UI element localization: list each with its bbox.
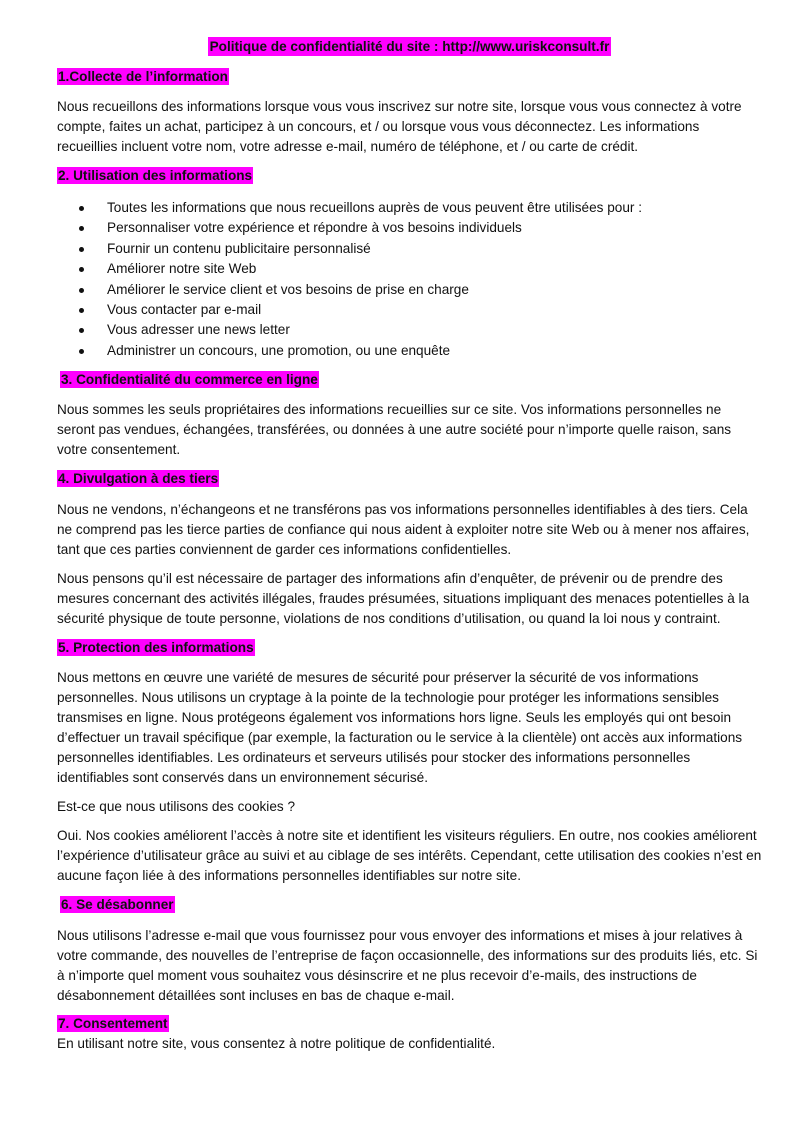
section-5-paragraph-1: Nous mettons en œuvre une variété de mesures de sécurité pour préserver la sécurité de vos informations personnelles. Nous utilisons un cryptage à la pointe de la technologie pour protéger les informations sensibles transmises en ligne. Nous protégeons également vos informations hors ligne. Seuls les employés qui ont besoin d’effectuer un travail spécifique (par exemple, la facturation ou le service à la clientèle) ont accès aux informations personnelles identifiables. Les ordinateurs et serveurs utilisés pour stocker des informations personnelles identifiables sont conservés dans un environnement sécurisé. [57, 670, 743, 785]
list-item: Toutes les informations que nous recueillons auprès de vous peuvent être utilisées pour : [57, 198, 762, 218]
section-5-heading: 5. Protection des informations [58, 640, 254, 655]
bullet-icon [79, 267, 84, 272]
bullet-icon [79, 328, 84, 333]
document-title [57, 39, 762, 54]
section-2-bullet-list [57, 198, 762, 361]
list-item: Vous contacter par e-mail [57, 300, 762, 320]
section-4-heading: 4. Divulgation à des tiers [58, 471, 219, 486]
section-7-paragraph: En utilisant notre site, vous consentez à notre politique de confidentialité. [57, 1036, 496, 1051]
bullet-icon [79, 206, 84, 211]
section-5-question: Est-ce que nous utilisons des cookies ? [57, 799, 296, 814]
list-item: Personnaliser votre expérience et répondre à vos besoins individuels [57, 218, 762, 238]
section-4-paragraph-2: Nous pensons qu’il est nécessaire de partager des informations afin d’enquêter, de prévenir ou de prendre des mesures concernant des activités illégales, fraudes présumées, situations impliquant des menaces potentielles à la sécurité physique de toute personne, violations de nos conditions d’utilisation, ou quand la loi nous y contraint. [57, 571, 750, 626]
section-3-heading: 3. Confidentialité du commerce en ligne [61, 372, 318, 387]
section-4-paragraph-1: Nous ne vendons, n’échangeons et ne transférons pas vos informations personnelles identifiables à des tiers. Cela ne comprend pas les tierce parties de confiance qui nous aident à exploiter notre site Web ou à mener nos affaires, tant que ces parties conviennent de garder ces informations confidentielles. [57, 502, 750, 557]
section-6-heading: 6. Se désabonner [61, 897, 174, 912]
document-title-text: Politique de confidentialité du site : http://www.uriskconsult.fr [209, 39, 610, 54]
bullet-icon [79, 349, 84, 354]
section-7-heading: 7. Consentement [58, 1016, 168, 1031]
list-item: Administrer un concours, une promotion, ou une enquête [57, 341, 762, 361]
section-1-paragraph: Nous recueillons des informations lorsque vous vous inscrivez sur notre site, lorsque vous vous connectez à votre compte, faites un achat, participez à un concours, et / ou lorsque vous vous déconnectez. Les informations recueillies incluent votre nom, votre adresse e-mail, numéro de téléphone, et / ou carte de crédit. [57, 99, 742, 154]
section-1-heading: 1.Collecte de l’information [58, 69, 228, 84]
list-item: Améliorer le service client et vos besoins de prise en charge [57, 280, 762, 300]
section-5-paragraph-3: Oui. Nos cookies améliorent l’accès à notre site et identifient les visiteurs réguliers. En outre, nos cookies améliorent l’expérience d’utilisateur grâce au suivi et au ciblage de ses intérêts. Cependant, cette utilisation des cookies n’est en aucune façon liée à des informations personnelles identifiables sur notre site. [57, 828, 762, 883]
section-6-paragraph: Nous utilisons l’adresse e-mail que vous fournissez pour vous envoyer des informations et mises à jour relatives à votre commande, des nouvelles de l’entreprise de façon occasionnelle, des informations sur des produits liés, etc. Si à n’importe quel moment vous souhaitez vous désinscrire et ne plus recevoir d’e-mails, des instructions de désabonnement détaillées sont incluses en bas de chaque e-mail. [57, 928, 758, 1003]
section-3-paragraph: Nous sommes les seuls propriétaires des informations recueillies sur ce site. Vos informations personnelles ne seront pas vendues, échangées, transférées, ou données à une autre société pour n’importe quelle raison, sans votre consentement. [57, 402, 732, 457]
bullet-icon [79, 308, 84, 313]
bullet-icon [79, 226, 84, 231]
bullet-icon [79, 288, 84, 293]
list-item: Améliorer notre site Web [57, 259, 762, 279]
section-2-heading: 2. Utilisation des informations [58, 168, 253, 183]
list-item: Fournir un contenu publicitaire personnalisé [57, 239, 762, 259]
list-item: Vous adresser une news letter [57, 320, 762, 340]
bullet-icon [79, 247, 84, 252]
